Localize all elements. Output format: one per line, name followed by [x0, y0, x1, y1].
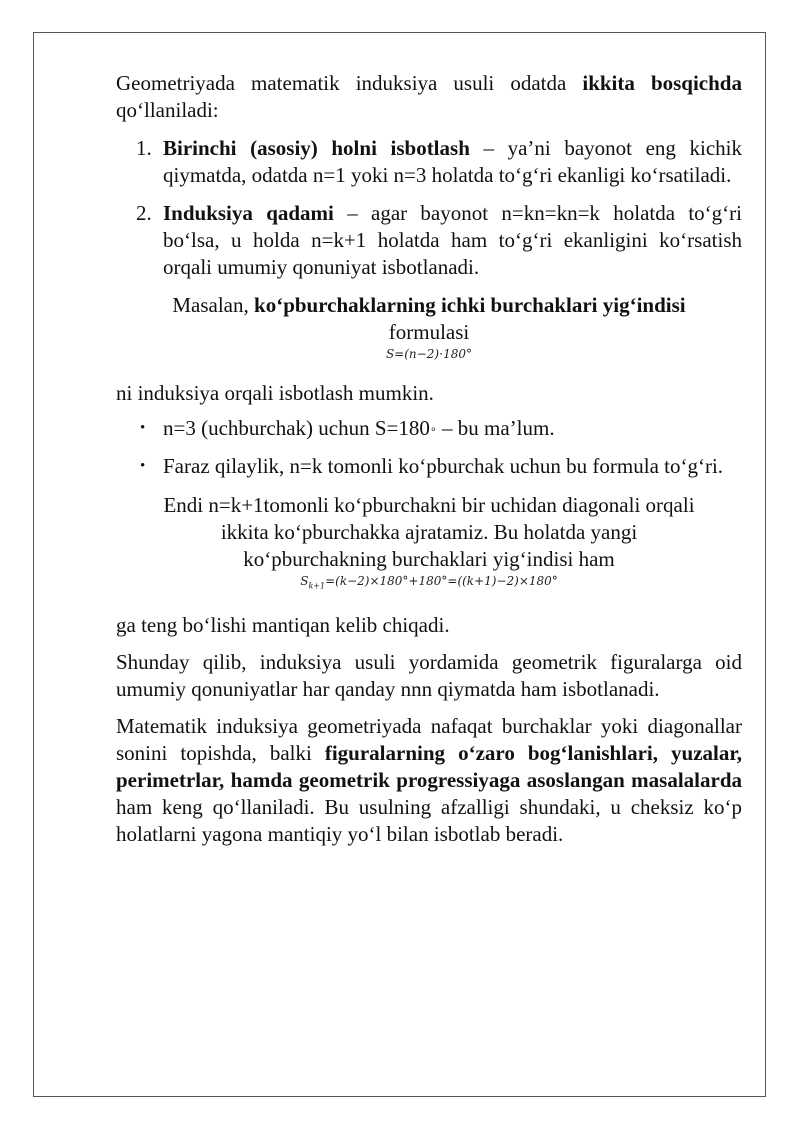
- proof-intro-paragraph: ni induksiya orqali isbotlash mumkin.: [116, 381, 434, 405]
- document-body: [116, 70, 742, 848]
- split-paragraph: [116, 492, 742, 594]
- final-text: Matematik induksiya geometriyada nafaqat burchaklar yoki diagonallar sonini topishda, balki: [116, 714, 742, 766]
- example-bold: ko‘pburchaklarning ichki burchaklari yig‘indisi: [254, 293, 686, 317]
- angle-sum-formula: S=(n−2)⋅180°: [385, 347, 473, 361]
- bullet-list: [116, 415, 742, 480]
- step-title: Induksiya qadami: [163, 201, 334, 225]
- formula-rest: =(k−2)×180°+180°=((k+1)−2)×180°: [325, 573, 558, 588]
- intro-text: Geometriyada matematik induksiya usuli odatda: [116, 71, 583, 95]
- step-text: – agar bayonot n=kn=kn=k holatda to‘g‘ri bo‘lsa, u holda n=k+1 holatda ham to‘g‘ri ekanligini ko‘rsatish orqali umumiy qonuniyat isbotlanadi.: [163, 201, 742, 279]
- example-text: Masalan,: [172, 293, 255, 317]
- final-text-end: ham keng qo‘llaniladi. Bu usulning afzalligi shundaki, u cheksiz ko‘p holatlarni yagona mantiqiy yo‘l bilan isbotlab beradi.: [116, 795, 742, 847]
- step-title: Birinchi (asosiy) holni isbotlash: [163, 136, 470, 160]
- split-line3: ko‘pburchakning burchaklari yig‘indisi ham: [243, 546, 615, 571]
- list-item: [116, 135, 742, 189]
- intro-paragraph: [116, 70, 742, 124]
- formula-symbol: S: [300, 573, 309, 588]
- intro-text-end: qo‘llaniladi:: [116, 98, 219, 122]
- degree-symbol: ∘: [429, 423, 437, 436]
- steps-list: [116, 135, 742, 281]
- bullet-text: n=3 (uchburchak) uchun S=180: [163, 416, 430, 440]
- list-number: 2.: [136, 201, 152, 225]
- step-text: – ya’ni bayonot eng kichik qiymatda, odatda n=1 yoki n=3 holatda to‘g‘ri ekanligi ko‘rsatiladi.: [163, 136, 742, 187]
- formula-subscript: k+1: [308, 581, 326, 591]
- example-line2: formulasi: [388, 320, 470, 344]
- bullet-text: Faraz qilaylik, n=k tomonli ko‘pburchak uchun bu formula to‘g‘ri.: [163, 453, 724, 478]
- conclusion-line: ga teng bo‘lishi mantiqan kelib chiqadi.: [116, 613, 450, 638]
- split-line2: ikkita ko‘pburchakka ajratamiz. Bu holatda yangi: [220, 519, 638, 544]
- split-line1: Endi n=k+1tomonli ko‘pburchakni bir uchidan diagonali orqali: [163, 492, 695, 517]
- final-paragraph: [116, 713, 742, 848]
- induction-formula: [116, 573, 742, 594]
- summary-paragraph: Shunday qilib, induksiya usuli yordamida geometrik figuralarga oid umumiy qonuniyatlar har qanday nnn qiymatda ham isbotlanadi.: [116, 650, 742, 702]
- list-item: [116, 453, 742, 480]
- list-item: [116, 200, 742, 281]
- bullet-text-end: – bu ma’lum.: [436, 416, 555, 440]
- intro-bold: ikkita bosqichda: [582, 71, 742, 95]
- list-item: [116, 415, 742, 444]
- bullet-icon: •: [140, 420, 146, 436]
- list-number: 1.: [136, 136, 152, 160]
- example-paragraph: [116, 292, 742, 319]
- bullet-icon: •: [140, 457, 146, 474]
- final-bold: figuralarning o‘zaro bog‘lanishlari, yuzalar, perimetrlar, hamda geometrik progressiyaga asoslangan masalalarda: [116, 741, 742, 793]
